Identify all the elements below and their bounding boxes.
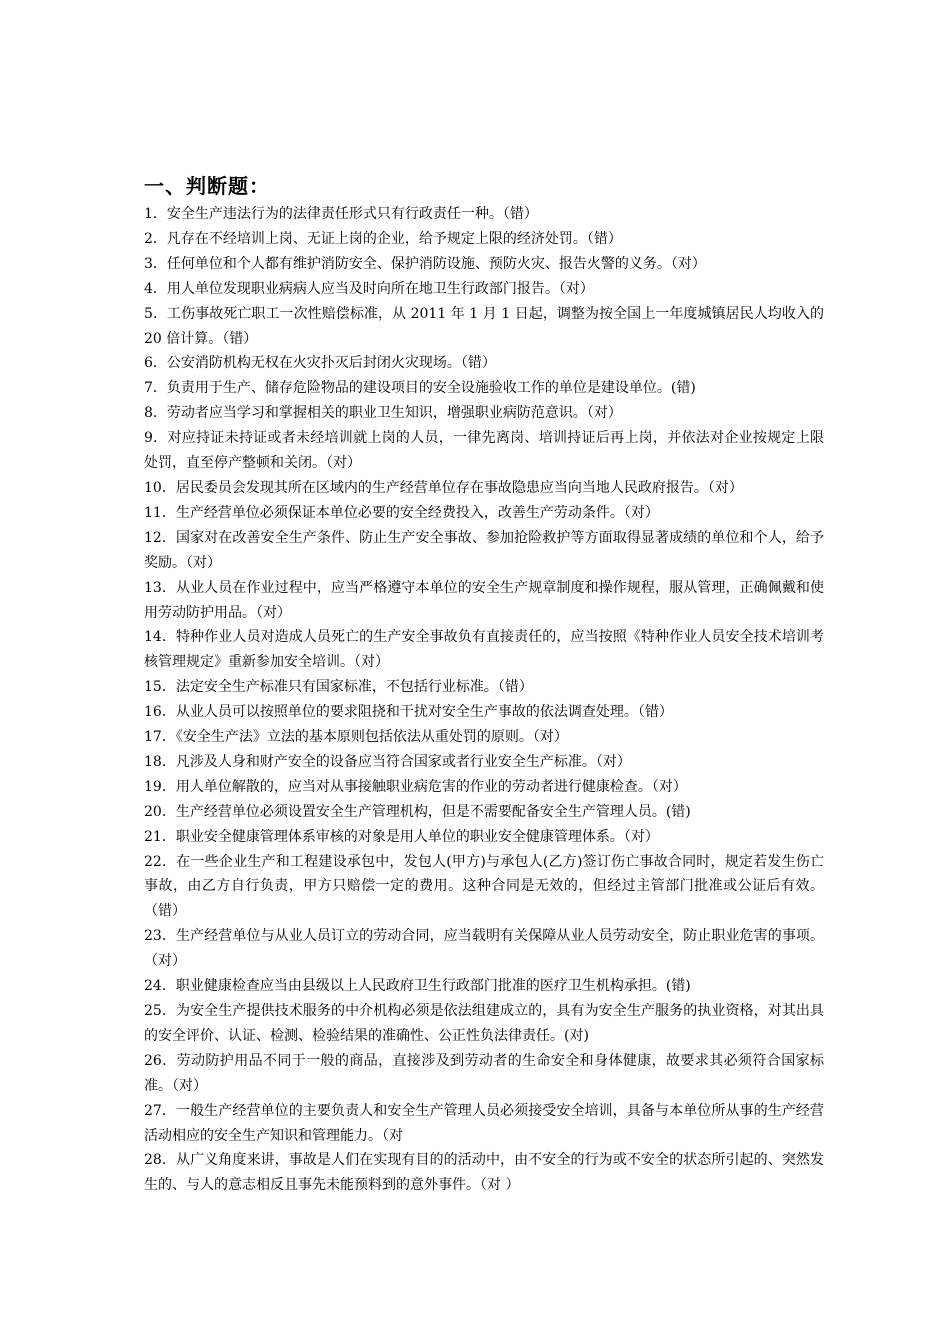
question-text: 职业健康检查应当由县级以上人民政府卫生行政部门批准的医疗卫生机构承担。(错) — [175, 978, 691, 995]
question-item — [144, 252, 824, 277]
question-item — [144, 800, 824, 825]
question-text: 职业安全健康管理体系审核的对象是用人单位的职业安全健康管理体系。（对） — [175, 828, 659, 845]
question-number: 2． — [144, 230, 167, 247]
question-number: 28． — [144, 1152, 176, 1169]
question-text: 一般生产经营单位的主要负责人和安全生产管理人员必须接受安全培训，具备与本单位所从事的生产经营活动相应的安全生产知识和管理能力。（对 — [144, 1102, 824, 1144]
question-text: 居民委员会发现其所在区域内的生产经营单位存在事故隐患应当向当地人民政府报告。（对） — [175, 479, 743, 496]
question-text: 劳动者应当学习和掌握相关的职业卫生知识，增强职业病防范意识。（对） — [166, 405, 622, 422]
question-item — [144, 426, 824, 476]
question-number: 8． — [144, 405, 167, 422]
question-number: 18． — [144, 753, 176, 770]
question-item — [144, 725, 824, 750]
question-text: 法定安全生产标准只有国家标准，不包括行业标准。（错） — [175, 679, 533, 696]
question-number: 19． — [144, 778, 176, 795]
question-text: 凡涉及人身和财产安全的设备应当符合国家或者行业安全生产标准。（对） — [175, 753, 631, 770]
question-item — [144, 576, 824, 626]
question-number: 6． — [144, 355, 167, 372]
question-number: 7． — [144, 380, 167, 397]
question-item — [144, 401, 824, 426]
question-number: 5． — [144, 305, 168, 322]
question-number: 13． — [144, 579, 176, 596]
question-item — [144, 700, 824, 725]
question-text: 国家对在改善安全生产条件、防止生产安全事故、参加抢险救护等方面取得显著成绩的单位和个人，给予奖励。（对） — [144, 529, 824, 571]
question-item — [144, 302, 824, 352]
question-number: 14． — [144, 629, 176, 646]
question-text: 公安消防机构无权在火灾扑灭后封闭火灾现场。（错） — [166, 355, 496, 372]
question-number: 4． — [144, 280, 167, 297]
question-number: 22． — [144, 853, 177, 870]
question-text: 凡存在不经培训上岗、无证上岗的企业，给予规定上限的经济处罚。（错） — [166, 230, 622, 247]
question-text: 生产经营单位与从业人员订立的劳动合同，应当载明有关保障从业人员劳动安全，防止职业危害的事项。（对） — [144, 928, 824, 970]
question-text: 在一些企业生产和工程建设承包中，发包人(甲方)与承包人(乙方)签订伤亡事故合同时，规定若发生伤亡事故，由乙方自行负责，甲方只赔偿一定的费用。这种合同是无效的，但经过主管部门批准或公证后有效。（错） — [144, 853, 824, 920]
question-number: 3． — [144, 255, 167, 272]
question-text: 特种作业人员对造成人员死亡的生产安全事故负有直接责任的，应当按照《特种作业人员安全技术培训考核管理规定》重新参加安全培训。（对） — [144, 629, 824, 671]
question-item — [144, 227, 824, 252]
question-number: 1． — [144, 206, 167, 222]
question-text: 用人单位发现职业病病人应当及时向所在地卫生行政部门报告。（对） — [166, 280, 594, 297]
question-text: 任何单位和个人都有维护消防安全、保护消防设施、预防火灾、报告火警的义务。（对） — [166, 255, 706, 272]
question-text: 用人单位解散的，应当对从事接触职业病危害的作业的劳动者进行健康检查。（对） — [175, 778, 687, 795]
question-text: 安全生产违法行为的法律责任形式只有行政责任一种。（错） — [166, 206, 538, 222]
question-number: 20． — [144, 803, 176, 820]
question-text: 负责用于生产、储存危险物品的建设项目的安全设施验收工作的单位是建设单位。(错) — [166, 380, 696, 397]
question-number: 15． — [144, 679, 176, 696]
question-number: 24． — [144, 978, 176, 995]
question-text: 从广义角度来讲，事故是人们在实现有目的的活动中，由不安全的行为或不安全的状态所引起的、突然发生的、与人的意志相反且事先未能预料到的意外事件。（对 ） — [144, 1152, 824, 1194]
question-item — [144, 526, 824, 576]
question-number: 10． — [144, 479, 176, 496]
question-text: 生产经营单位必须设置安全生产管理机构，但是不需要配备安全生产管理人员。(错) — [175, 803, 691, 820]
question-text: 从业人员可以按照单位的要求阻挠和干扰对安全生产事故的依法调查处理。（错） — [175, 704, 673, 721]
question-item — [144, 924, 824, 974]
question-item — [144, 1148, 824, 1198]
true-false-question-list — [144, 202, 824, 1198]
question-item — [144, 775, 824, 800]
question-number: 11． — [144, 504, 176, 521]
question-item — [144, 277, 824, 302]
question-number: 9． — [144, 430, 168, 447]
question-item — [144, 675, 824, 700]
question-number: 21． — [144, 828, 176, 845]
question-item — [144, 202, 824, 227]
question-item — [144, 1099, 824, 1149]
question-text: 为安全生产提供技术服务的中介机构必须是依法组建成立的，具有为安全生产服务的执业资格，对其出具的安全评价、认证、检测、检验结果的准确性、公正性负法律责任。(对) — [144, 1003, 824, 1044]
question-number: 25． — [144, 1003, 176, 1019]
question-number: 27． — [144, 1102, 176, 1119]
question-text: 《安全生产法》立法的基本原则包括依法从重处罚的原则。（对） — [175, 729, 568, 746]
question-text: 对应持证未持证或者未经培训就上岗的人员，一律先离岗、培训持证后再上岗，并依法对企业按规定上限处罚，直至停产整顿和关闭。（对） — [144, 430, 824, 472]
question-item — [144, 376, 824, 401]
question-number: 17． — [144, 729, 176, 746]
question-item — [144, 974, 824, 999]
section-title: 一、判断题： — [144, 174, 270, 198]
question-item — [144, 850, 824, 925]
question-item — [144, 1049, 824, 1099]
question-item — [144, 750, 824, 775]
question-item — [144, 351, 824, 376]
question-number: 12． — [144, 529, 176, 546]
question-text: 劳动防护用品不同于一般的商品，直接涉及到劳动者的生命安全和身体健康，故要求其必须符合国家标准。（对） — [144, 1052, 824, 1094]
question-number: 26． — [144, 1052, 177, 1069]
question-item — [144, 501, 824, 526]
question-item — [144, 476, 824, 501]
document-page — [144, 172, 824, 1198]
question-item — [144, 999, 824, 1049]
question-item — [144, 825, 824, 850]
question-item — [144, 625, 824, 675]
question-number: 16． — [144, 704, 176, 721]
question-text: 工伤事故死亡职工一次性赔偿标准，从 2011 年 1 月 1 日起，调整为按全国上一年度城镇居民人均收入的 20 倍计算。（错） — [144, 305, 824, 347]
question-text: 生产经营单位必须保证本单位必要的安全经费投入，改善生产劳动条件。（对） — [175, 504, 659, 521]
question-number: 23． — [144, 928, 176, 945]
question-text: 从业人员在作业过程中，应当严格遵守本单位的安全生产规章制度和操作规程，服从管理，正确佩戴和使用劳动防护用品。（对） — [144, 579, 824, 621]
